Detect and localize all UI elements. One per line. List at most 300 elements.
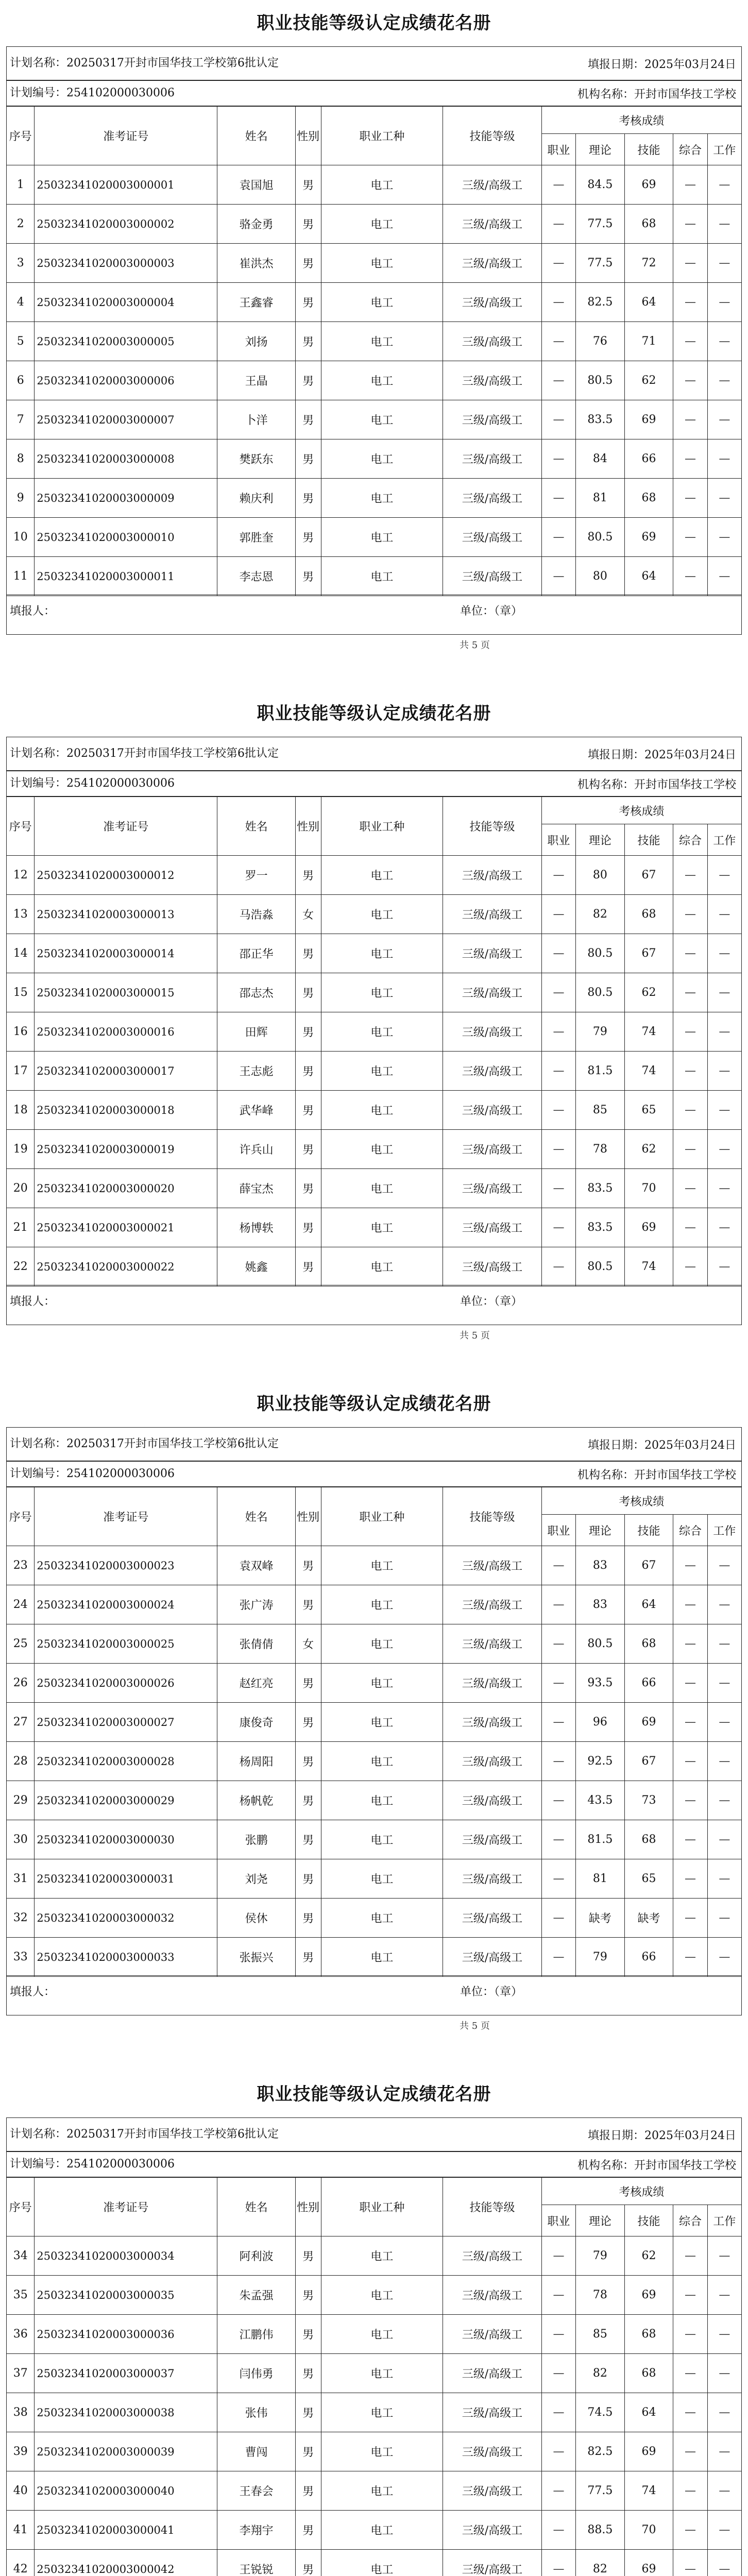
cell-overall: —	[673, 2550, 707, 2576]
cell-level: 三级/高级工	[443, 479, 542, 518]
table-row	[7, 244, 742, 283]
cell-theory: 82.5	[576, 2432, 625, 2471]
cell-level: 三级/高级工	[443, 244, 542, 283]
cell-gender: 男	[295, 1899, 321, 1938]
cell-name: 邵正华	[217, 934, 295, 973]
cell-job: 电工	[321, 361, 443, 400]
org-cell	[577, 2152, 736, 2177]
cell-gender: 男	[295, 1703, 321, 1742]
header-scores: 考核成绩	[541, 107, 741, 134]
cell-job: 电工	[321, 856, 443, 895]
cell-level: 三级/高级工	[443, 1052, 542, 1091]
cell-overall: —	[673, 1938, 707, 1977]
cell-gender: 男	[295, 2315, 321, 2354]
cell-skill: 74	[624, 1012, 673, 1052]
table-row	[7, 2550, 742, 2576]
cell-skill: 67	[624, 856, 673, 895]
cell-skill: 62	[624, 361, 673, 400]
cell-level: 三级/高级工	[443, 973, 542, 1012]
cell-ticket: 25032341020003000025	[35, 1624, 217, 1664]
cell-level: 三级/高级工	[443, 400, 542, 439]
table-row	[7, 479, 742, 518]
cell-seq: 6	[7, 361, 35, 400]
score-table	[6, 106, 742, 596]
cell-overall: —	[673, 283, 707, 322]
plan-number-row	[6, 80, 742, 106]
plan-number-row	[6, 1461, 742, 1487]
cell-skill: 69	[624, 2276, 673, 2315]
cell-level: 三级/高级工	[443, 2354, 542, 2393]
plan-name-label: 计划名称：	[10, 747, 67, 760]
page-title: 职业技能等级认定成绩花名册	[257, 13, 491, 33]
cell-skill: 68	[624, 479, 673, 518]
header-level: 技能等级	[443, 1487, 542, 1546]
table-row	[7, 1899, 742, 1938]
header-overall: 综合	[673, 1515, 707, 1546]
plan-number-row	[6, 2151, 742, 2177]
cell-level: 三级/高级工	[443, 1781, 542, 1820]
cell-seq: 42	[7, 2550, 35, 2576]
cell-seq: 17	[7, 1052, 35, 1091]
plan-no-label: 计划编号：	[10, 87, 67, 99]
cell-ticket: 25032341020003000038	[35, 2393, 217, 2432]
cell-theory: 80.5	[576, 973, 625, 1012]
cell-ticket: 25032341020003000015	[35, 973, 217, 1012]
cell-vocational: —	[541, 1052, 575, 1091]
header-scores: 考核成绩	[541, 2178, 741, 2205]
table-row	[7, 205, 742, 244]
cell-gender: 男	[295, 283, 321, 322]
cell-overall: —	[673, 2354, 707, 2393]
plan-name-label: 计划名称：	[10, 57, 67, 70]
header-work: 工作	[707, 1515, 741, 1546]
table-row	[7, 973, 742, 1012]
cell-overall: —	[673, 400, 707, 439]
cell-overall: —	[673, 973, 707, 1012]
cell-job: 电工	[321, 934, 443, 973]
header-theory: 理论	[576, 134, 625, 165]
score-table	[6, 2177, 742, 2576]
cell-ticket: 25032341020003000005	[35, 322, 217, 361]
table-row	[7, 2511, 742, 2550]
cell-vocational: —	[541, 1664, 575, 1703]
cell-work: —	[707, 2236, 741, 2276]
cell-skill: 68	[624, 895, 673, 934]
cell-name: 张伟	[217, 2393, 295, 2432]
plan-no-label: 计划编号：	[10, 1467, 67, 1480]
header-name: 姓名	[217, 2178, 295, 2236]
cell-vocational: —	[541, 2315, 575, 2354]
cell-theory: 81	[576, 1859, 625, 1899]
cell-level: 三级/高级工	[443, 1208, 542, 1247]
header-row	[7, 2178, 742, 2205]
cell-skill: 66	[624, 439, 673, 479]
report-date-cell	[588, 47, 736, 80]
cell-overall: —	[673, 1859, 707, 1899]
cell-ticket: 25032341020003000028	[35, 1742, 217, 1781]
cell-skill: 65	[624, 1091, 673, 1130]
cell-theory: 88.5	[576, 2511, 625, 2550]
cell-skill: 69	[624, 518, 673, 557]
table-row	[7, 165, 742, 205]
cell-seq: 25	[7, 1624, 35, 1664]
cell-skill: 64	[624, 283, 673, 322]
cell-skill: 缺考	[624, 1899, 673, 1938]
header-level: 技能等级	[443, 107, 542, 165]
cell-work: —	[707, 1820, 741, 1859]
table-row	[7, 1664, 742, 1703]
cell-overall: —	[673, 322, 707, 361]
table-row	[7, 557, 742, 596]
cell-job: 电工	[321, 1130, 443, 1169]
cell-work: —	[707, 856, 741, 895]
cell-gender: 男	[295, 2550, 321, 2576]
header-row	[7, 1487, 742, 1515]
plan-info-row	[6, 1427, 742, 1461]
plan-name-cell	[10, 2118, 401, 2151]
cell-work: —	[707, 1012, 741, 1052]
cell-job: 电工	[321, 322, 443, 361]
table-row	[7, 518, 742, 557]
header-ticket: 准考证号	[35, 1487, 217, 1546]
cell-vocational: —	[541, 1585, 575, 1624]
cell-theory: 80	[576, 557, 625, 596]
page-count: 共 5 页	[460, 2021, 490, 2031]
table-row	[7, 1208, 742, 1247]
cell-name: 樊跃东	[217, 439, 295, 479]
cell-gender: 男	[295, 1012, 321, 1052]
header-gender: 性别	[295, 1487, 321, 1546]
table-row	[7, 1169, 742, 1208]
cell-ticket: 25032341020003000017	[35, 1052, 217, 1091]
cell-ticket: 25032341020003000014	[35, 934, 217, 973]
cell-work: —	[707, 1052, 741, 1091]
cell-gender: 男	[295, 1664, 321, 1703]
cell-overall: —	[673, 1247, 707, 1286]
cell-seq: 34	[7, 2236, 35, 2276]
cell-job: 电工	[321, 1624, 443, 1664]
cell-theory: 81.5	[576, 1052, 625, 1091]
table-row	[7, 2471, 742, 2511]
header-ticket: 准考证号	[35, 2178, 217, 2236]
unit-stamp-label: 单位：（章）	[460, 605, 523, 618]
cell-job: 电工	[321, 1938, 443, 1977]
table-row	[7, 934, 742, 973]
cell-work: —	[707, 2550, 741, 2576]
cell-job: 电工	[321, 1052, 443, 1091]
cell-gender: 男	[295, 322, 321, 361]
cell-seq: 10	[7, 518, 35, 557]
unit-stamp-label: 单位：（章）	[460, 1295, 523, 1308]
cell-ticket: 25032341020003000037	[35, 2354, 217, 2393]
header-vocational: 职业	[541, 824, 575, 856]
cell-work: —	[707, 1664, 741, 1703]
cell-level: 三级/高级工	[443, 934, 542, 973]
cell-gender: 男	[295, 1130, 321, 1169]
cell-level: 三级/高级工	[443, 205, 542, 244]
cell-vocational: —	[541, 518, 575, 557]
plan-name-cell	[10, 1428, 401, 1461]
cell-name: 刘尧	[217, 1859, 295, 1899]
cell-name: 许兵山	[217, 1130, 295, 1169]
cell-theory: 76	[576, 322, 625, 361]
cell-level: 三级/高级工	[443, 2236, 542, 2276]
cell-level: 三级/高级工	[443, 518, 542, 557]
cell-seq: 15	[7, 973, 35, 1012]
cell-skill: 65	[624, 1859, 673, 1899]
cell-name: 刘扬	[217, 322, 295, 361]
table-row	[7, 1546, 742, 1585]
cell-work: —	[707, 1585, 741, 1624]
cell-work: —	[707, 244, 741, 283]
cell-skill: 74	[624, 1052, 673, 1091]
cell-job: 电工	[321, 2236, 443, 2276]
table-row	[7, 2276, 742, 2315]
filler-label: 填报人：	[10, 1295, 56, 1308]
cell-ticket: 25032341020003000001	[35, 165, 217, 205]
header-theory: 理论	[576, 824, 625, 856]
plan-no-value: 254102000030006	[66, 777, 175, 790]
cell-name: 张广涛	[217, 1585, 295, 1624]
table-row	[7, 2432, 742, 2471]
cell-job: 电工	[321, 165, 443, 205]
cell-skill: 69	[624, 400, 673, 439]
cell-gender: 男	[295, 2393, 321, 2432]
plan-no-label: 计划编号：	[10, 777, 67, 790]
cell-vocational: —	[541, 1091, 575, 1130]
cell-name: 王锐锐	[217, 2550, 295, 2576]
cell-job: 电工	[321, 1012, 443, 1052]
cell-name: 曹闯	[217, 2432, 295, 2471]
cell-level: 三级/高级工	[443, 439, 542, 479]
plan-info-row	[6, 2117, 742, 2151]
cell-skill: 69	[624, 1208, 673, 1247]
cell-work: —	[707, 1781, 741, 1820]
cell-skill: 68	[624, 1624, 673, 1664]
cell-gender: 男	[295, 856, 321, 895]
header-ticket: 准考证号	[35, 797, 217, 856]
cell-vocational: —	[541, 1012, 575, 1052]
cell-seq: 18	[7, 1091, 35, 1130]
plan-no-value: 254102000030006	[66, 87, 175, 99]
cell-theory: 80.5	[576, 934, 625, 973]
cell-name: 杨帆乾	[217, 1781, 295, 1820]
table-row	[7, 1624, 742, 1664]
cell-level: 三级/高级工	[443, 1546, 542, 1585]
header-work: 工作	[707, 134, 741, 165]
cell-ticket: 25032341020003000020	[35, 1169, 217, 1208]
cell-name: 姚鑫	[217, 1247, 295, 1286]
cell-level: 三级/高级工	[443, 1859, 542, 1899]
plan-no-label: 计划编号：	[10, 2158, 67, 2171]
report-date-value: 2025年03月24日	[644, 58, 736, 71]
cell-level: 三级/高级工	[443, 1703, 542, 1742]
table-row	[7, 856, 742, 895]
header-vocational: 职业	[541, 2205, 575, 2236]
cell-work: —	[707, 1247, 741, 1286]
cell-job: 电工	[321, 2276, 443, 2315]
cell-job: 电工	[321, 439, 443, 479]
table-row	[7, 2354, 742, 2393]
org-value: 开封市国华技工学校	[634, 1468, 736, 1482]
cell-ticket: 25032341020003000029	[35, 1781, 217, 1820]
roster-page	[6, 690, 742, 1376]
cell-job: 电工	[321, 557, 443, 596]
cell-job: 电工	[321, 1546, 443, 1585]
cell-ticket: 25032341020003000033	[35, 1938, 217, 1977]
header-gender: 性别	[295, 797, 321, 856]
cell-job: 电工	[321, 2354, 443, 2393]
plan-no-cell	[10, 81, 401, 106]
cell-theory: 93.5	[576, 1664, 625, 1703]
cell-vocational: —	[541, 205, 575, 244]
cell-skill: 64	[624, 2393, 673, 2432]
cell-job: 电工	[321, 400, 443, 439]
cell-seq: 31	[7, 1859, 35, 1899]
cell-work: —	[707, 1742, 741, 1781]
table-row	[7, 1012, 742, 1052]
cell-ticket: 25032341020003000036	[35, 2315, 217, 2354]
cell-ticket: 25032341020003000032	[35, 1899, 217, 1938]
cell-ticket: 25032341020003000024	[35, 1585, 217, 1624]
table-row	[7, 2315, 742, 2354]
table-row	[7, 1052, 742, 1091]
table-row	[7, 361, 742, 400]
cell-level: 三级/高级工	[443, 1585, 542, 1624]
cell-theory: 84.5	[576, 165, 625, 205]
page-title: 职业技能等级认定成绩花名册	[257, 703, 491, 724]
cell-gender: 男	[295, 2354, 321, 2393]
cell-job: 电工	[321, 2432, 443, 2471]
cell-vocational: —	[541, 973, 575, 1012]
cell-name: 江鹏伟	[217, 2315, 295, 2354]
table-row	[7, 439, 742, 479]
cell-vocational: —	[541, 1247, 575, 1286]
cell-vocational: —	[541, 165, 575, 205]
table-row	[7, 1130, 742, 1169]
cell-ticket: 25032341020003000019	[35, 1130, 217, 1169]
header-seq: 序号	[7, 1487, 35, 1546]
cell-seq: 26	[7, 1664, 35, 1703]
cell-name: 田辉	[217, 1012, 295, 1052]
header-seq: 序号	[7, 107, 35, 165]
cell-theory: 85	[576, 1091, 625, 1130]
cell-vocational: —	[541, 1820, 575, 1859]
cell-vocational: —	[541, 2550, 575, 2576]
cell-theory: 77.5	[576, 205, 625, 244]
cell-name: 马浩淼	[217, 895, 295, 934]
cell-job: 电工	[321, 283, 443, 322]
cell-gender: 男	[295, 2432, 321, 2471]
header-theory: 理论	[576, 1515, 625, 1546]
cell-overall: —	[673, 895, 707, 934]
plan-no-cell	[10, 1462, 401, 1486]
header-scores: 考核成绩	[541, 797, 741, 824]
cell-vocational: —	[541, 2276, 575, 2315]
cell-vocational: —	[541, 479, 575, 518]
report-date-label: 填报日期：	[588, 2129, 645, 2142]
cell-vocational: —	[541, 557, 575, 596]
cell-theory: 79	[576, 1012, 625, 1052]
cell-skill: 69	[624, 2550, 673, 2576]
header-name: 姓名	[217, 1487, 295, 1546]
cell-vocational: —	[541, 244, 575, 283]
cell-name: 李志恩	[217, 557, 295, 596]
cell-work: —	[707, 165, 741, 205]
cell-gender: 男	[295, 1052, 321, 1091]
cell-job: 电工	[321, 2393, 443, 2432]
cell-work: —	[707, 1703, 741, 1742]
cell-vocational: —	[541, 361, 575, 400]
cell-skill: 62	[624, 973, 673, 1012]
table-row	[7, 322, 742, 361]
cell-overall: —	[673, 518, 707, 557]
cell-overall: —	[673, 1130, 707, 1169]
cell-job: 电工	[321, 1664, 443, 1703]
cell-job: 电工	[321, 1169, 443, 1208]
cell-skill: 69	[624, 165, 673, 205]
cell-ticket: 25032341020003000009	[35, 479, 217, 518]
cell-work: —	[707, 1091, 741, 1130]
cell-name: 张振兴	[217, 1938, 295, 1977]
cell-overall: —	[673, 2511, 707, 2550]
cell-skill: 70	[624, 1169, 673, 1208]
page-count: 共 5 页	[460, 640, 490, 651]
cell-level: 三级/高级工	[443, 856, 542, 895]
cell-overall: —	[673, 1664, 707, 1703]
cell-overall: —	[673, 1169, 707, 1208]
cell-overall: —	[673, 557, 707, 596]
table-row	[7, 2236, 742, 2276]
cell-work: —	[707, 2471, 741, 2511]
org-cell	[577, 771, 736, 796]
signature-row	[6, 595, 742, 635]
cell-ticket: 25032341020003000013	[35, 895, 217, 934]
cell-theory: 77.5	[576, 2471, 625, 2511]
cell-level: 三级/高级工	[443, 557, 542, 596]
report-date-value: 2025年03月24日	[644, 2129, 736, 2142]
cell-name: 王春会	[217, 2471, 295, 2511]
cell-gender: 男	[295, 1781, 321, 1820]
cell-theory: 83	[576, 1585, 625, 1624]
cell-gender: 男	[295, 557, 321, 596]
cell-job: 电工	[321, 895, 443, 934]
cell-gender: 男	[295, 1938, 321, 1977]
cell-seq: 38	[7, 2393, 35, 2432]
cell-work: —	[707, 934, 741, 973]
cell-ticket: 25032341020003000006	[35, 361, 217, 400]
cell-theory: 80.5	[576, 361, 625, 400]
cell-work: —	[707, 557, 741, 596]
cell-work: —	[707, 283, 741, 322]
cell-gender: 男	[295, 1091, 321, 1130]
report-date-value: 2025年03月24日	[644, 1438, 736, 1452]
cell-gender: 男	[295, 1742, 321, 1781]
org-value: 开封市国华技工学校	[634, 88, 736, 101]
cell-work: —	[707, 895, 741, 934]
cell-ticket: 25032341020003000034	[35, 2236, 217, 2276]
plan-no-value: 254102000030006	[66, 1467, 175, 1480]
header-vocational: 职业	[541, 1515, 575, 1546]
cell-work: —	[707, 1899, 741, 1938]
cell-seq: 23	[7, 1546, 35, 1585]
org-label: 机构名称：	[577, 2159, 634, 2172]
cell-ticket: 25032341020003000030	[35, 1820, 217, 1859]
cell-gender: 男	[295, 934, 321, 973]
table-row	[7, 283, 742, 322]
cell-gender: 男	[295, 1247, 321, 1286]
cell-job: 电工	[321, 205, 443, 244]
